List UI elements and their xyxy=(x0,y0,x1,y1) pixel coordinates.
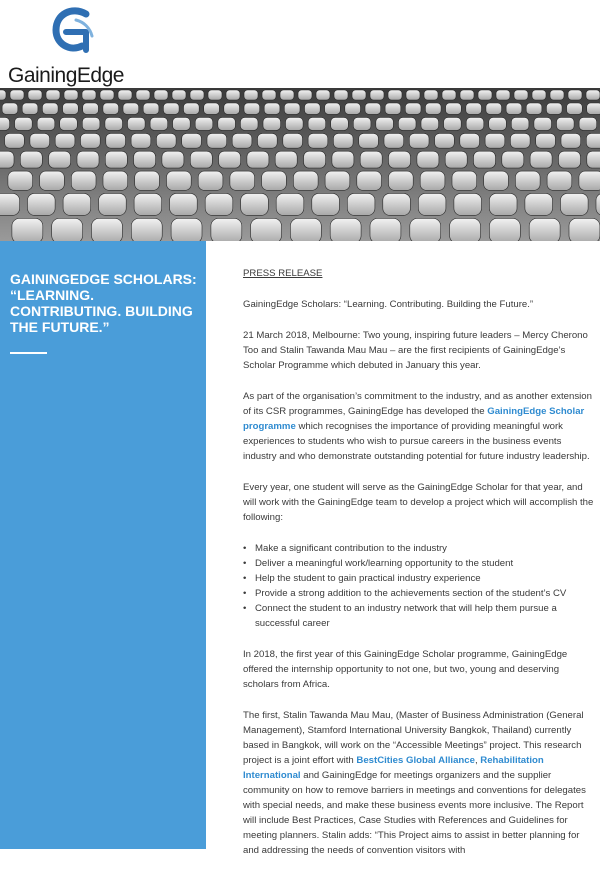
seat xyxy=(489,218,520,241)
seat xyxy=(569,218,600,241)
seat xyxy=(370,90,384,100)
seat xyxy=(298,90,312,100)
seat xyxy=(163,103,179,114)
seat xyxy=(134,193,162,215)
seat xyxy=(559,151,581,168)
seat xyxy=(30,133,50,148)
seat xyxy=(547,171,572,190)
article-body xyxy=(243,266,595,874)
seat xyxy=(536,133,556,148)
seat xyxy=(587,103,600,114)
paragraph-scholar: Every year, one student will serve as the GainingEdge Scholar for that year, and will work with the GainingEdge team to develop a project which will accomplish the following: xyxy=(243,482,594,523)
seat xyxy=(244,90,258,100)
seat xyxy=(579,171,600,190)
seat xyxy=(525,193,553,215)
seat xyxy=(484,171,509,190)
seat xyxy=(308,117,326,130)
list-item: • Deliver a meaningful work/learning opportunity to the student xyxy=(255,556,595,571)
seat xyxy=(230,171,255,190)
seat xyxy=(496,90,510,100)
seat xyxy=(385,103,401,114)
seat xyxy=(425,103,441,114)
header xyxy=(0,0,600,88)
seat xyxy=(64,90,78,100)
seat xyxy=(450,218,481,241)
seat xyxy=(460,90,474,100)
seat xyxy=(198,171,223,190)
seat xyxy=(526,103,542,114)
list-item: • Provide a strong addition to the achievements section of the student’s CV xyxy=(255,586,595,601)
seat xyxy=(22,103,38,114)
seat xyxy=(511,117,529,130)
seat xyxy=(12,218,43,241)
seat xyxy=(421,117,439,130)
seat xyxy=(567,103,583,114)
seat xyxy=(262,90,276,100)
seat xyxy=(60,117,78,130)
seat xyxy=(389,151,411,168)
paragraph-stalin xyxy=(243,708,595,858)
seat xyxy=(284,103,300,114)
seat xyxy=(357,171,382,190)
seat xyxy=(466,117,484,130)
seat xyxy=(262,171,287,190)
seat xyxy=(15,117,33,130)
seat xyxy=(586,133,600,148)
paragraph-text: and GainingEdge for meetings organizers and the supplier community on how to remove barriers in meetings and conventions for delegates with special needs, and make these business events more inclusive. The Report will include Best Practices, Case Studies with References and Guidelines for meeting planners. Stalin adds: “This Project aims to assist in better planning for and addressing the needs of convention visitors with xyxy=(243,770,586,856)
seat xyxy=(333,133,353,148)
seat xyxy=(376,117,394,130)
seat xyxy=(561,193,589,215)
rehabilitation-international-link[interactable]: Rehabilitation International xyxy=(243,755,544,781)
seat xyxy=(557,117,575,130)
seat xyxy=(100,90,114,100)
seat xyxy=(290,218,321,241)
seat xyxy=(332,151,354,168)
seat xyxy=(40,171,65,190)
seat xyxy=(460,133,480,148)
paragraph-text: which recognises the importance of providing meaningful work experiences to students who wish to pursue careers in the business events industry and who demonstrate outstanding potential for future industry leadership. xyxy=(243,421,590,462)
seat xyxy=(258,133,278,148)
article-headline: GainingEdge Scholars: “Learning. Contributing. Building the Future.” xyxy=(243,299,534,310)
seat xyxy=(454,193,482,215)
logo-swoosh-icon xyxy=(52,6,98,60)
seat xyxy=(156,133,176,148)
seat xyxy=(330,218,361,241)
seat xyxy=(131,218,162,241)
paragraph-2018: In 2018, the first year of this GainingEdge Scholar programme, GainingEdge offered the internship opportunity to not one, but two, young and deserving scholars from Africa. xyxy=(243,649,568,690)
seat xyxy=(276,193,304,215)
seat xyxy=(207,133,227,148)
seat xyxy=(365,103,381,114)
seat xyxy=(420,171,445,190)
seat xyxy=(409,133,429,148)
seat xyxy=(383,193,411,215)
seat xyxy=(446,103,462,114)
seat xyxy=(190,151,212,168)
seat xyxy=(347,193,375,215)
seat xyxy=(360,151,382,168)
seat xyxy=(264,103,280,114)
seat xyxy=(0,117,10,130)
paragraph-csr xyxy=(243,389,595,464)
seat xyxy=(251,218,282,241)
seat xyxy=(103,103,119,114)
seat xyxy=(190,90,204,100)
seat xyxy=(81,133,101,148)
seat xyxy=(134,151,156,168)
seat xyxy=(247,151,269,168)
sidebar-panel xyxy=(0,241,206,849)
seat xyxy=(224,103,240,114)
logo-text: GainingEdge xyxy=(8,64,124,87)
seat xyxy=(182,133,202,148)
seat xyxy=(406,90,420,100)
seat xyxy=(77,151,99,168)
seat xyxy=(2,103,18,114)
seat xyxy=(219,151,241,168)
seat xyxy=(550,90,564,100)
goals-list xyxy=(243,541,595,631)
seat xyxy=(331,117,349,130)
seat xyxy=(312,193,340,215)
seat xyxy=(515,171,540,190)
seat xyxy=(529,218,560,241)
seat xyxy=(143,103,159,114)
seat xyxy=(37,117,55,130)
seat xyxy=(305,103,321,114)
seat xyxy=(561,133,581,148)
seat xyxy=(263,117,281,130)
seat xyxy=(532,90,546,100)
seat xyxy=(353,117,371,130)
seat xyxy=(445,151,467,168)
seat xyxy=(232,133,252,148)
bestcities-link[interactable]: BestCities Global Alliance xyxy=(356,755,475,766)
seat xyxy=(82,90,96,100)
seat xyxy=(28,90,42,100)
seat xyxy=(586,90,600,100)
seat xyxy=(171,218,202,241)
seat xyxy=(304,151,326,168)
list-item: • Connect the student to an industry network that will help them pursue a successful career xyxy=(255,601,595,631)
seat xyxy=(308,133,328,148)
seat xyxy=(195,117,213,130)
seat xyxy=(211,218,242,241)
seat xyxy=(388,90,402,100)
seat xyxy=(28,193,56,215)
seat xyxy=(20,151,42,168)
seat xyxy=(136,90,150,100)
seat xyxy=(359,133,379,148)
seat xyxy=(173,117,191,130)
seat xyxy=(325,103,341,114)
seat xyxy=(405,103,421,114)
seat xyxy=(0,90,6,100)
seat xyxy=(568,90,582,100)
seat xyxy=(208,90,222,100)
seat xyxy=(154,90,168,100)
seat xyxy=(105,151,127,168)
seat xyxy=(83,103,99,114)
seat xyxy=(244,103,260,114)
seat xyxy=(131,133,151,148)
seat xyxy=(293,171,318,190)
seat xyxy=(150,117,168,130)
seat xyxy=(444,117,462,130)
paragraph-text: The first, Stalin Tawanda Mau Mau, (Master of Business Administration (General Management), Stamford International University Bangkok, Thailand) currently based in Bangkok, will work on the “Accessible Meetings” project. This research project is a joint effort with xyxy=(243,710,584,766)
seat xyxy=(398,117,416,130)
seat xyxy=(10,90,24,100)
seat xyxy=(103,171,128,190)
seat xyxy=(283,133,303,148)
seat xyxy=(389,171,414,190)
seat xyxy=(280,90,294,100)
seat xyxy=(49,151,71,168)
seat xyxy=(384,133,404,148)
seat xyxy=(52,218,83,241)
seat xyxy=(5,133,25,148)
seat xyxy=(546,103,562,114)
seat xyxy=(530,151,552,168)
seat xyxy=(172,90,186,100)
seat xyxy=(489,193,517,215)
seat xyxy=(42,103,58,114)
seat xyxy=(334,90,348,100)
seat xyxy=(435,133,455,148)
seat xyxy=(63,193,91,215)
seat xyxy=(218,117,236,130)
seat xyxy=(0,151,14,168)
seat xyxy=(418,193,446,215)
seat xyxy=(502,151,524,168)
seat xyxy=(417,151,439,168)
seat xyxy=(46,90,60,100)
seat xyxy=(370,218,401,241)
seat xyxy=(275,151,297,168)
seat xyxy=(162,151,184,168)
seat xyxy=(286,117,304,130)
seat xyxy=(514,90,528,100)
seat xyxy=(8,171,33,190)
seat xyxy=(82,117,100,130)
seat xyxy=(106,133,126,148)
list-item: • Help the student to gain practical industry experience xyxy=(255,571,595,586)
seat xyxy=(205,193,233,215)
sidebar-divider xyxy=(10,352,47,354)
seat xyxy=(226,90,240,100)
seat xyxy=(510,133,530,148)
seat xyxy=(587,151,600,168)
seat xyxy=(485,133,505,148)
seat xyxy=(167,171,192,190)
seat xyxy=(486,103,502,114)
seat xyxy=(506,103,522,114)
seat xyxy=(170,193,198,215)
seat xyxy=(489,117,507,130)
seat xyxy=(579,117,597,130)
seat xyxy=(99,193,127,215)
seat xyxy=(204,103,220,114)
auditorium-seats-image xyxy=(0,88,600,241)
hero-auditorium-image xyxy=(0,88,600,241)
seat xyxy=(240,117,258,130)
seat xyxy=(424,90,438,100)
seat xyxy=(241,193,269,215)
seat xyxy=(478,90,492,100)
press-release-label: PRESS RELEASE xyxy=(243,268,323,279)
seat xyxy=(410,218,441,241)
gainingedge-logo[interactable] xyxy=(6,6,156,86)
seat xyxy=(345,103,361,114)
seat xyxy=(92,218,123,241)
seat xyxy=(466,103,482,114)
seat xyxy=(452,171,477,190)
seat xyxy=(474,151,496,168)
seat xyxy=(118,90,132,100)
seat xyxy=(105,117,123,130)
list-item: • Make a significant contribution to the industry xyxy=(255,541,595,556)
seat xyxy=(316,90,330,100)
seat xyxy=(128,117,146,130)
seat xyxy=(184,103,200,114)
sidebar-title: GAININGEDGE SCHOLARS: “LEARNING. CONTRIBUTING. BUILDING THE FUTURE.” xyxy=(10,271,197,335)
paragraph-intro: 21 March 2018, Melbourne: Two young, inspiring future leaders – Mercy Cherono Too and Stalin Tawanda Mau Mau – are the first recipients of GainingEdge’s Scholar Programme which debuted in January this year. xyxy=(243,330,588,371)
seat xyxy=(55,133,75,148)
seat xyxy=(442,90,456,100)
seat xyxy=(352,90,366,100)
seat xyxy=(135,171,160,190)
paragraph-text: , xyxy=(474,755,481,766)
paragraph-text: As part of the organisation’s commitment to the industry, and as another extension of its CSR programmes, GainingEdge has developed the xyxy=(243,391,592,417)
scholar-programme-link[interactable]: GainingEdge Scholar programme xyxy=(243,406,585,432)
seat xyxy=(123,103,139,114)
seat xyxy=(0,193,20,215)
seat xyxy=(325,171,350,190)
seat xyxy=(71,171,96,190)
seat xyxy=(534,117,552,130)
seat xyxy=(63,103,79,114)
